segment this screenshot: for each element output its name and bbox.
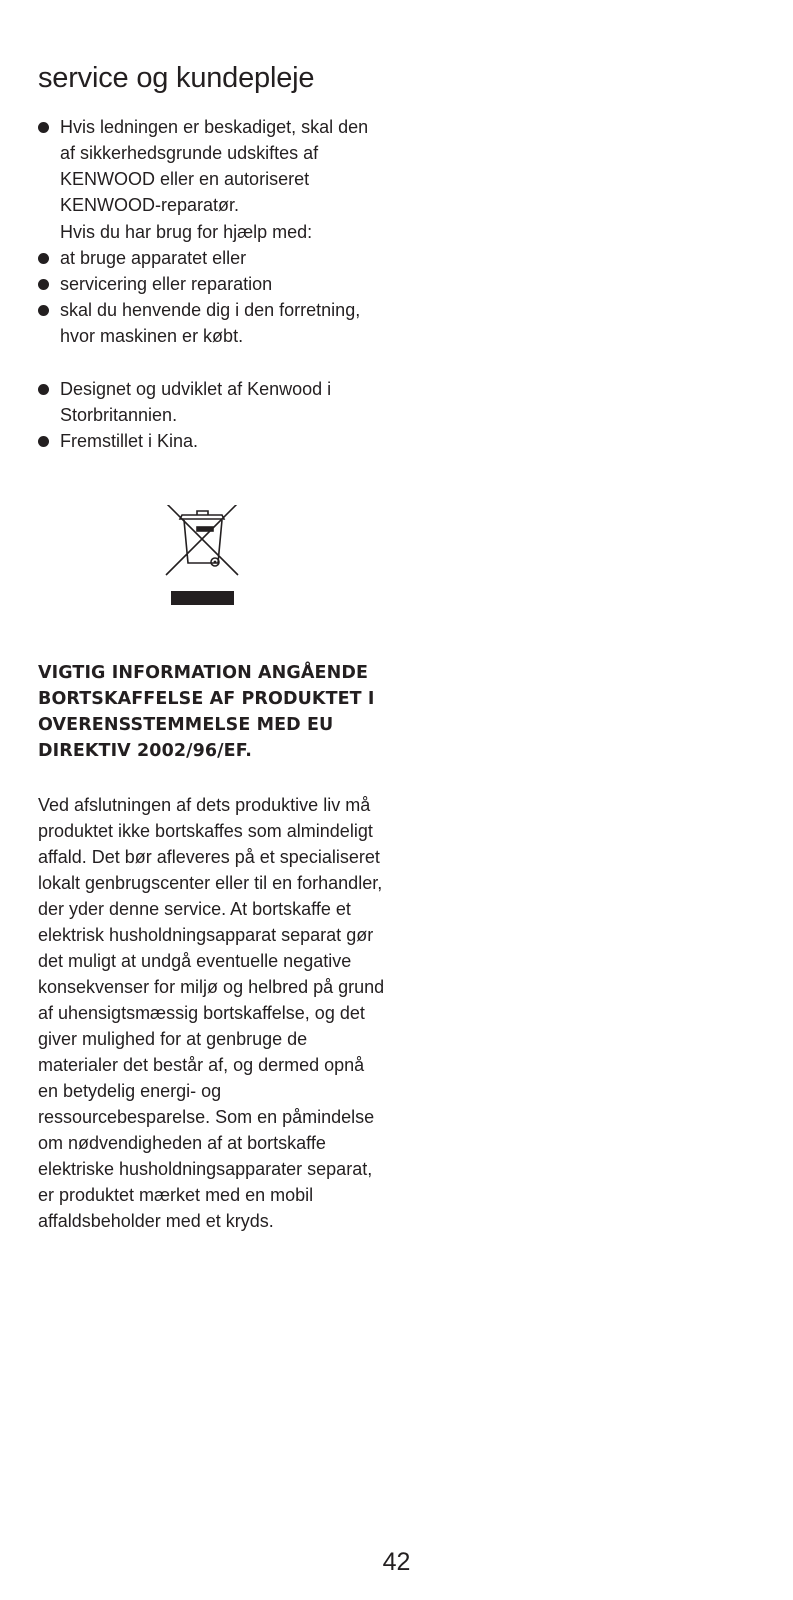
help-intro: Hvis du har brug for hjælp med:: [60, 222, 313, 242]
list-item: Hvis ledningen er beskadiget, skal den af sikkerhedsgrunde udskiftes af KENWOOD eller en autoriseret KENWOOD-reparatør.: [38, 114, 388, 218]
list-item: Designet og udviklet af Kenwood i Storbritannien.: [38, 376, 388, 428]
help-list: [38, 245, 388, 349]
disposal-heading: VIGTIG INFORMATION ANGÅENDE BORTSKAFFELSE AF PRODUKTET I OVERENSSTEMMELSE MED EU DIREKTIV 2002/96/EF.: [38, 663, 375, 761]
list-item: servicering eller reparation: [38, 271, 388, 297]
list-item: at bruge apparatet eller: [38, 245, 388, 271]
origin-list: [38, 376, 388, 454]
page-number: 42: [382, 1548, 411, 1576]
crossed-out-wheelie-bin-icon: [164, 505, 244, 605]
cord-safety-list: [38, 114, 388, 218]
list-item: Fremstillet i Kina.: [38, 428, 388, 454]
disposal-body: Ved afslutningen af dets produktive liv må produktet ikke bortskaffes som almindeligt affald. Det bør afleveres på et specialiseret lokalt genbrugscenter eller til en forhandler, der yder denne service. At bortskaffe et elektrisk husholdningsapparat separat gør det muligt at undgå eventuelle negative konsekvenser for miljø og helbred på grund af uhensigtsmæssig bortskaffelse, og det giver mulighed for at genbruge de materialer det består af, og dermed opnå en betydelig energi- og ressourcebesparelse. Som en påmindelse om nødvendigheden af at bortskaffe elektriske husholdningsapparater separat, er produktet mærket med en mobil affaldsbeholder med et kryds.: [38, 795, 385, 1231]
list-item: skal du henvende dig i den forretning, hvor maskinen er købt.: [38, 297, 388, 349]
page-heading: service og kundepleje: [38, 62, 315, 94]
